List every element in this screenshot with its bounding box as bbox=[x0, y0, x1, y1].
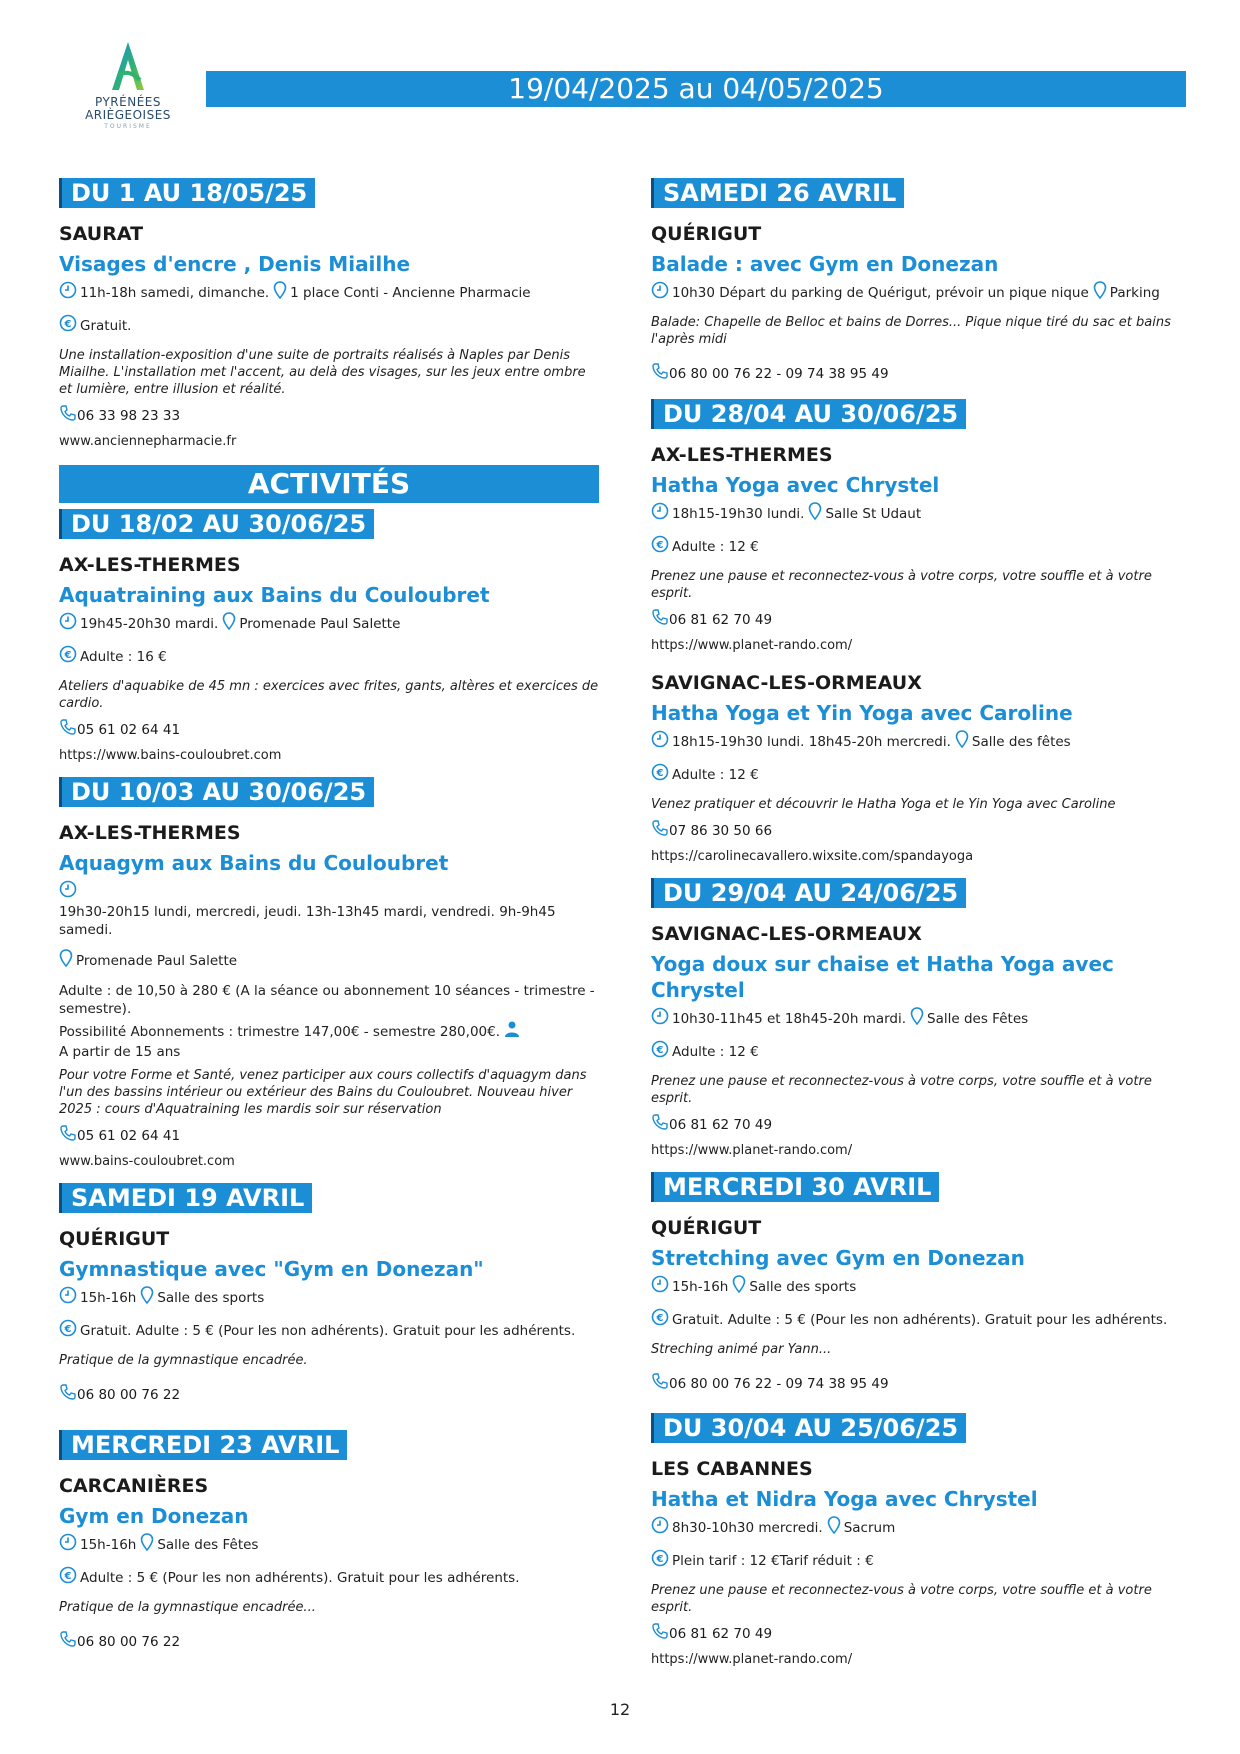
logo-text-line2: ARIÈGEOISES bbox=[85, 108, 171, 122]
event-age: A partir de 15 ans bbox=[59, 1044, 181, 1060]
date-badge: DU 29/04 AU 24/06/25 bbox=[651, 878, 966, 908]
date-badge: DU 30/04 AU 25/06/25 bbox=[651, 1413, 966, 1443]
clock-icon bbox=[651, 502, 669, 525]
event-card bbox=[651, 429, 1191, 667]
event-description: Venez pratiquer et découvrir le Hatha Yoga et le Yin Yoga avec Caroline bbox=[651, 797, 1116, 812]
event-card bbox=[59, 807, 599, 1183]
clock-icon bbox=[651, 1007, 669, 1030]
event-card bbox=[651, 1202, 1191, 1409]
clock-icon bbox=[59, 1533, 77, 1556]
event-title[interactable]: Aquagym aux Bains du Couloubret bbox=[59, 851, 449, 875]
event-url[interactable]: https://www.planet-rando.com/ bbox=[651, 638, 853, 653]
phone-icon bbox=[59, 404, 77, 427]
event-phone[interactable]: 05 61 02 64 41 bbox=[77, 721, 181, 738]
phone-icon bbox=[651, 1372, 669, 1395]
euro-icon bbox=[651, 1549, 669, 1572]
person-icon bbox=[504, 1020, 520, 1043]
euro-icon bbox=[59, 1566, 77, 1589]
event-time: 11h-18h samedi, dimanche. bbox=[80, 284, 270, 301]
page-number: 12 bbox=[609, 1700, 631, 1719]
phone-icon bbox=[651, 819, 669, 842]
event-subscription: Possibilité Abonnements : trimestre 147,00€ - semestre 280,00€. bbox=[59, 1023, 500, 1040]
event-card bbox=[651, 667, 1191, 878]
event-time: 18h15-19h30 lundi. 18h45-20h mercredi. bbox=[672, 733, 951, 750]
clock-icon bbox=[59, 1286, 77, 1309]
event-location: AX-LES-THERMES bbox=[59, 554, 241, 576]
phone-icon bbox=[59, 1383, 77, 1406]
event-url[interactable]: www.bains-couloubret.com bbox=[59, 1154, 235, 1169]
event-description: Ateliers d'aquabike de 45 mn : exercices avec frites, gants, altères et exercices de cardio. bbox=[59, 679, 599, 711]
phone-icon bbox=[651, 1113, 669, 1136]
clock-icon bbox=[651, 1516, 669, 1539]
event-place: Promenade Paul Salette bbox=[239, 615, 401, 632]
event-phone[interactable]: 05 61 02 64 41 bbox=[77, 1127, 181, 1144]
event-location: SAVIGNAC-LES-ORMEAUX bbox=[651, 923, 922, 945]
event-price: Gratuit. Adulte : 5 € (Pour les non adhérents). Gratuit pour les adhérents. bbox=[672, 1311, 1168, 1328]
event-description: Balade: Chapelle de Belloc et bains de Dorres... Pique nique tiré du sac et bains l'après midi bbox=[651, 315, 1171, 347]
location-pin-icon bbox=[273, 281, 287, 304]
event-time: 15h-16h bbox=[80, 1289, 137, 1306]
event-card bbox=[651, 208, 1191, 399]
phone-icon bbox=[59, 718, 77, 741]
event-phone[interactable]: 06 80 00 76 22 bbox=[77, 1633, 181, 1650]
clock-icon bbox=[651, 730, 669, 753]
event-title[interactable]: Visages d'encre , Denis Miailhe bbox=[59, 252, 411, 276]
phone-icon bbox=[651, 362, 669, 385]
date-badge: DU 18/02 AU 30/06/25 bbox=[59, 509, 374, 539]
right-column bbox=[651, 178, 1191, 1681]
event-time: 15h-16h bbox=[80, 1536, 137, 1553]
svg-text:€: € bbox=[64, 319, 72, 330]
event-title[interactable]: Gym en Donezan bbox=[59, 1504, 249, 1528]
phone-icon bbox=[651, 608, 669, 631]
event-description: Streching animé par Yann... bbox=[651, 1342, 832, 1357]
event-title[interactable]: Yoga doux sur chaise et Hatha Yoga avec Chrystel bbox=[651, 952, 1114, 1002]
event-place: 1 place Conti - Ancienne Pharmacie bbox=[290, 284, 531, 301]
brand-logo bbox=[72, 40, 184, 140]
logo-text-line1: PYRÉNÉES bbox=[95, 95, 161, 109]
clock-icon bbox=[59, 612, 77, 635]
euro-icon bbox=[59, 645, 77, 668]
event-location: CARCANIÈRES bbox=[59, 1475, 209, 1497]
location-pin-icon bbox=[732, 1275, 746, 1298]
location-pin-icon bbox=[808, 502, 822, 525]
event-time: 18h15-19h30 lundi. bbox=[672, 505, 805, 522]
event-phone[interactable]: 07 86 30 50 66 bbox=[669, 822, 773, 839]
event-description: Une installation-exposition d'une suite de portraits réalisés à Naples par Denis Miailhe. L'installation met l'accent, au delà des visages, sur les jeux entre ombre et lumière, entre illusion et réalité. bbox=[59, 348, 586, 397]
event-title[interactable]: Aquatraining aux Bains du Couloubret bbox=[59, 583, 490, 607]
svg-text:€: € bbox=[64, 650, 72, 661]
phone-icon bbox=[59, 1630, 77, 1653]
event-price: Gratuit. bbox=[80, 317, 132, 334]
event-price: Adulte : 16 € bbox=[80, 648, 167, 665]
date-badge: DU 28/04 AU 30/06/25 bbox=[651, 399, 966, 429]
svg-text:€: € bbox=[64, 1324, 72, 1335]
left-column bbox=[59, 178, 599, 1667]
euro-icon bbox=[59, 314, 77, 337]
event-location: QUÉRIGUT bbox=[651, 223, 762, 245]
event-place: Salle des Fêtes bbox=[927, 1010, 1029, 1027]
event-place: Salle des sports bbox=[157, 1289, 265, 1306]
event-location: AX-LES-THERMES bbox=[59, 822, 241, 844]
svg-text:€: € bbox=[64, 1571, 72, 1582]
euro-icon bbox=[651, 1308, 669, 1331]
euro-icon bbox=[651, 763, 669, 786]
event-location: QUÉRIGUT bbox=[59, 1228, 170, 1250]
event-description: Pratique de la gymnastique encadrée... bbox=[59, 1600, 316, 1615]
svg-text:€: € bbox=[656, 1554, 664, 1565]
logo-mark-icon bbox=[106, 40, 150, 94]
event-time: 10h30-11h45 et 18h45-20h mardi. bbox=[672, 1010, 907, 1027]
event-location: SAURAT bbox=[59, 223, 144, 245]
event-location: AX-LES-THERMES bbox=[651, 444, 833, 466]
event-description: Prenez une pause et reconnectez-vous à votre corps, votre souffle et à votre esprit. bbox=[651, 569, 1152, 601]
event-price: Adulte : 12 € bbox=[672, 538, 759, 555]
svg-text:€: € bbox=[656, 540, 664, 551]
date-badge: DU 10/03 AU 30/06/25 bbox=[59, 777, 374, 807]
event-title[interactable]: Stretching avec Gym en Donezan bbox=[651, 1246, 1025, 1270]
event-phone[interactable]: 06 81 62 70 49 bbox=[669, 1116, 773, 1133]
event-location: QUÉRIGUT bbox=[651, 1217, 762, 1239]
clock-icon bbox=[651, 1275, 669, 1298]
event-location: LES CABANNES bbox=[651, 1458, 813, 1480]
event-place: Sacrum bbox=[843, 1519, 896, 1536]
event-card bbox=[651, 1443, 1191, 1681]
svg-text:€: € bbox=[656, 1313, 664, 1324]
event-url[interactable]: https://carolinecavallero.wixsite.com/spandayoga bbox=[651, 849, 974, 864]
location-pin-icon bbox=[222, 612, 236, 635]
event-time: 15h-16h bbox=[672, 1278, 729, 1295]
svg-text:€: € bbox=[656, 768, 664, 779]
location-pin-icon bbox=[59, 949, 73, 972]
location-pin-icon bbox=[1093, 281, 1107, 304]
date-range-header: 19/04/2025 au 04/05/2025 bbox=[206, 71, 1186, 107]
event-url[interactable]: https://www.planet-rando.com/ bbox=[651, 1143, 853, 1158]
event-title[interactable]: Balade : avec Gym en Donezan bbox=[651, 252, 999, 276]
date-badge: MERCREDI 30 AVRIL bbox=[651, 1172, 939, 1202]
location-pin-icon bbox=[140, 1533, 154, 1556]
event-place: Salle St Udaut bbox=[825, 505, 922, 522]
event-card bbox=[59, 1213, 599, 1420]
event-place: Salle des fêtes bbox=[971, 733, 1071, 750]
event-url[interactable]: https://www.planet-rando.com/ bbox=[651, 1652, 853, 1667]
event-title[interactable]: Hatha Yoga et Yin Yoga avec Caroline bbox=[651, 701, 1073, 725]
event-description: Prenez une pause et reconnectez-vous à votre corps, votre souffle et à votre esprit. bbox=[651, 1074, 1152, 1106]
event-card bbox=[651, 908, 1191, 1172]
logo-text-line3: TOURISME bbox=[104, 123, 152, 130]
event-card bbox=[59, 1460, 599, 1667]
event-time: 19h45-20h30 mardi. bbox=[80, 615, 219, 632]
event-card bbox=[59, 539, 599, 777]
event-price: Adulte : 12 € bbox=[672, 1043, 759, 1060]
location-pin-icon bbox=[955, 730, 969, 753]
event-title[interactable]: Hatha et Nidra Yoga avec Chrystel bbox=[651, 1487, 1038, 1511]
event-place: Parking bbox=[1109, 284, 1160, 301]
event-phone[interactable]: 06 33 98 23 33 bbox=[77, 407, 181, 424]
event-phone[interactable]: 06 81 62 70 49 bbox=[669, 1625, 773, 1642]
event-description: Pour votre Forme et Santé, venez participer aux cours collectifs d'aquagym dans l'un des bassins intérieur ou extérieur des Bains du Couloubret. Nouveau hiver 2025 : cours d'Aquatraining les mardis soir sur réservation bbox=[59, 1068, 587, 1117]
event-price: Adulte : 12 € bbox=[672, 766, 759, 783]
event-phone[interactable]: 06 80 00 76 22 bbox=[77, 1386, 181, 1403]
date-badge: MERCREDI 23 AVRIL bbox=[59, 1430, 347, 1460]
euro-icon bbox=[651, 1040, 669, 1063]
event-card bbox=[59, 208, 599, 463]
event-time: 10h30 Départ du parking de Quérigut, prévoir un pique nique bbox=[672, 284, 1089, 301]
event-location: SAVIGNAC-LES-ORMEAUX bbox=[651, 672, 922, 694]
event-time: 8h30-10h30 mercredi. bbox=[672, 1519, 823, 1536]
event-phone[interactable]: 06 80 00 76 22 - 09 74 38 95 49 bbox=[669, 1375, 889, 1392]
event-price: Adulte : 5 € (Pour les non adhérents). Gratuit pour les adhérents. bbox=[80, 1569, 520, 1586]
event-url[interactable]: https://www.bains-couloubret.com bbox=[59, 748, 282, 763]
location-pin-icon bbox=[827, 1516, 841, 1539]
event-description: Prenez une pause et reconnectez-vous à votre corps, votre souffle et à votre esprit. bbox=[651, 1583, 1152, 1615]
event-title[interactable]: Gymnastique avec "Gym en Donezan" bbox=[59, 1257, 484, 1281]
event-price: Gratuit. Adulte : 5 € (Pour les non adhérents). Gratuit pour les adhérents. bbox=[80, 1322, 576, 1339]
event-price: Plein tarif : 12 €Tarif réduit : € bbox=[672, 1552, 874, 1569]
clock-icon bbox=[651, 281, 669, 304]
date-badge: SAMEDI 26 AVRIL bbox=[651, 178, 904, 208]
event-place: Salle des Fêtes bbox=[157, 1536, 259, 1553]
phone-icon bbox=[59, 1124, 77, 1147]
event-place: Promenade Paul Salette bbox=[76, 952, 238, 969]
svg-text:€: € bbox=[656, 1045, 664, 1056]
event-url[interactable]: www.anciennepharmacie.fr bbox=[59, 434, 237, 449]
location-pin-icon bbox=[140, 1286, 154, 1309]
date-badge: DU 1 AU 18/05/25 bbox=[59, 178, 315, 208]
clock-icon bbox=[59, 281, 77, 304]
event-price: Adulte : de 10,50 à 280 € (A la séance ou abonnement 10 séances - trimestre - semestre). bbox=[59, 983, 595, 1017]
event-description: Pratique de la gymnastique encadrée. bbox=[59, 1353, 308, 1368]
event-phone[interactable]: 06 81 62 70 49 bbox=[669, 611, 773, 628]
location-pin-icon bbox=[910, 1007, 924, 1030]
event-time: 19h30-20h15 lundi, mercredi, jeudi. 13h-13h45 mardi, vendredi. 9h-9h45 samedi. bbox=[59, 904, 556, 938]
event-phone[interactable]: 06 80 00 76 22 - 09 74 38 95 49 bbox=[669, 365, 889, 382]
euro-icon bbox=[59, 1319, 77, 1342]
euro-icon bbox=[651, 535, 669, 558]
phone-icon bbox=[651, 1622, 669, 1645]
section-header-activites: ACTIVITÉS bbox=[59, 465, 599, 503]
date-badge: SAMEDI 19 AVRIL bbox=[59, 1183, 312, 1213]
clock-icon bbox=[59, 880, 77, 903]
event-title[interactable]: Hatha Yoga avec Chrystel bbox=[651, 473, 940, 497]
event-place: Salle des sports bbox=[749, 1278, 857, 1295]
